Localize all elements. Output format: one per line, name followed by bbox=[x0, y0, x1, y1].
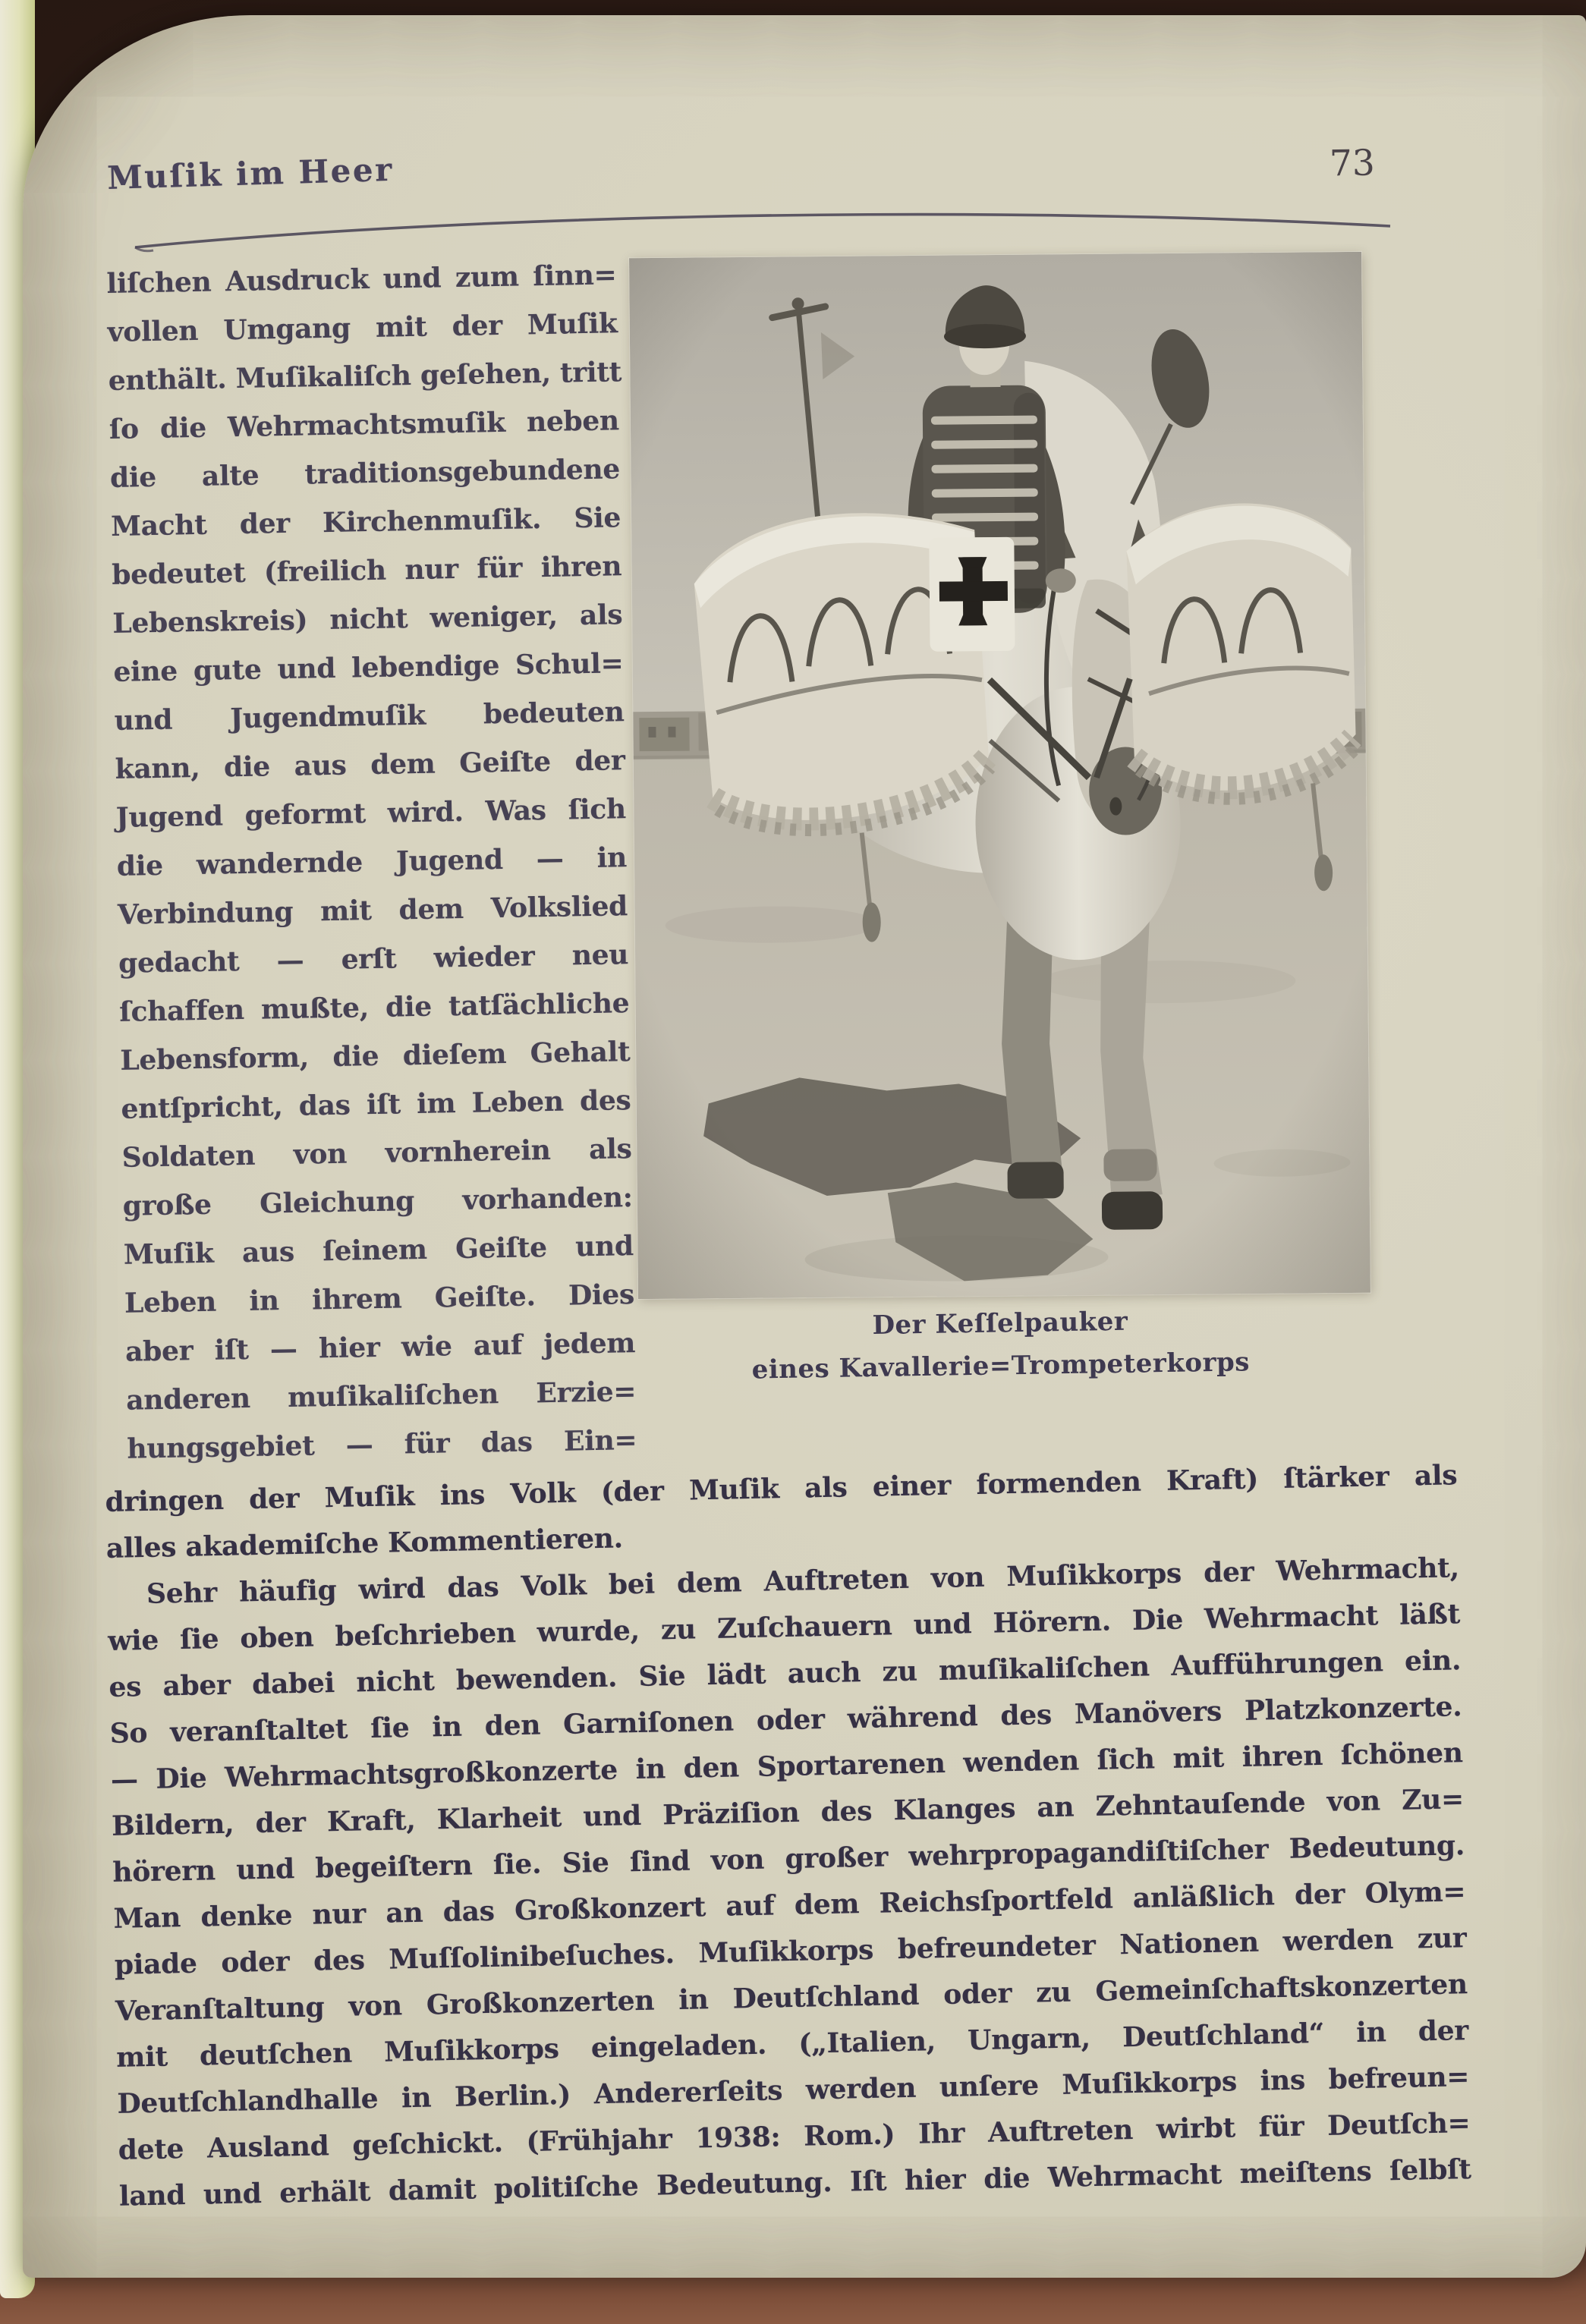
text-line: Veranſtaltung von Großkonzerten in Deutſchland oder zu Gemeinſchaftskonzerten bbox=[115, 1968, 1468, 2027]
text-line: aber iſt — hier wie auf jedem bbox=[124, 1327, 636, 1368]
text-line: Sehr häufig wird das Volk bei dem Auftreten von Muſikkorps der Wehrmacht, bbox=[146, 1552, 1460, 1610]
text-line: bedeutet (freilich nur für ihren bbox=[111, 550, 622, 591]
text-line: gedacht — erſt wieder neu bbox=[118, 939, 629, 980]
text-line: die alte traditionsgebundene bbox=[109, 453, 621, 494]
text-line: land und erhält damit politiſche Bedeutung. Iſt hier die Wehrmacht meiſtens ſelbſt bbox=[118, 2153, 1472, 2212]
text-line: die wandernde Jugend — in bbox=[116, 841, 628, 882]
text-line: Jugend geformt wird. Was ſich bbox=[115, 793, 627, 834]
text-line: ſchaffen mußte, die tatſächliche bbox=[118, 987, 630, 1028]
text-line: Macht der Kirchenmuſik. Sie bbox=[110, 502, 621, 542]
header-rule bbox=[106, 185, 1404, 261]
text-line: Bildern, der Kraft, Klarheit und Präziſion des Klanges an Zehntauſende von Zu= bbox=[111, 1783, 1465, 1842]
text-line: entſpricht, das iſt im Leben des bbox=[121, 1084, 631, 1125]
text-line: hungsgebiet — für das Ein= bbox=[126, 1424, 637, 1465]
book-page bbox=[23, 15, 1586, 2278]
text-line: Lebenskreis) nicht weniger, als bbox=[112, 599, 623, 640]
photo-caption-line-2: eines Kavallerie=Trompeterkorps bbox=[751, 1347, 1251, 1385]
text-line: Muſik aus ſeinem Geiſte und bbox=[123, 1230, 634, 1271]
photo-caption bbox=[634, 1297, 1367, 1393]
left-text-column bbox=[106, 250, 637, 1473]
text-line: ſo die Wehrmachtsmuſik neben bbox=[109, 404, 620, 445]
body-text-block bbox=[105, 1452, 1471, 2220]
text-line: piade oder des Muſſolinibeſuches. Muſikkorps befreundeter Nationen werden zur bbox=[114, 1922, 1467, 1981]
text-line: es aber dabei nicht bewenden. Sie lädt auch zu muſikaliſchen Aufführungen ein. bbox=[109, 1644, 1462, 1703]
text-line: dete Ausland geſchickt. (Frühjahr 1938: Rom.) Ihr Auftreten wirbt für Deutſch= bbox=[118, 2107, 1471, 2166]
running-header: Muſik im Heer bbox=[106, 150, 395, 197]
text-line: Lebensform, die dieſem Gehalt bbox=[120, 1036, 631, 1077]
text-line: anderen muſikaliſchen Erzie= bbox=[125, 1376, 637, 1417]
text-line: liſchen Ausdruck und zum ſinn= bbox=[106, 259, 617, 300]
text-line: Verbindung mit dem Volkslied bbox=[117, 890, 628, 931]
text-line: So veranſtaltet ſie in den Garniſonen oder während des Manövers Platzkonzerte. bbox=[109, 1690, 1462, 1750]
text-line: Deutſchlandhalle in Berlin.) Andererſeits werden unſere Muſikkorps ins befreun= bbox=[117, 2061, 1470, 2120]
text-line: alles akademiſche Kommentieren. bbox=[105, 1522, 624, 1565]
text-line: Leben in ihrem Geiſte. Dies bbox=[124, 1278, 635, 1319]
text-line: — Die Wehrmachtsgroßkonzerte in den Sportarenen wenden ſich mit ihren ſchönen bbox=[110, 1737, 1464, 1796]
text-line: dringen der Muſik ins Volk (der Muſik als einer formenden Kraft) ſtärker als bbox=[105, 1459, 1458, 1518]
text-line: eine gute und lebendige Schul= bbox=[113, 647, 624, 688]
text-line: große Gleichung vorhanden: bbox=[122, 1181, 634, 1222]
text-line: kann, die aus dem Geiſte der bbox=[115, 744, 625, 785]
page-number: 73 bbox=[1329, 142, 1376, 185]
text-line: hörern und begeiſtern ſie. Sie ſind von großer wehrpropagandiſtiſcher Bedeutung. bbox=[112, 1829, 1465, 1888]
text-line: enthält. Muſikaliſch geſehen, tritt bbox=[108, 356, 622, 397]
text-line: vollen Umgang mit der Muſik bbox=[107, 307, 618, 348]
kettledrummer-photo bbox=[629, 252, 1370, 1299]
text-line: und Jugendmuſik bedeuten bbox=[114, 696, 625, 737]
text-line: mit deutſchen Muſikkorps eingeladen. („Italien, Ungarn, Deutſchland“ in der bbox=[115, 2014, 1469, 2074]
photo-caption-line-1: Der Keſſelpauker bbox=[872, 1306, 1128, 1341]
text-line: Man denke nur an das Großkonzert auf dem Reichsſportfeld anläßlich der Olym= bbox=[113, 1876, 1466, 1935]
text-line: wie ſie oben beſchrieben wurde, zu Zuſchauern und Hörern. Die Wehrmacht läßt bbox=[107, 1598, 1461, 1657]
text-line: Soldaten von vornherein als bbox=[121, 1133, 632, 1174]
